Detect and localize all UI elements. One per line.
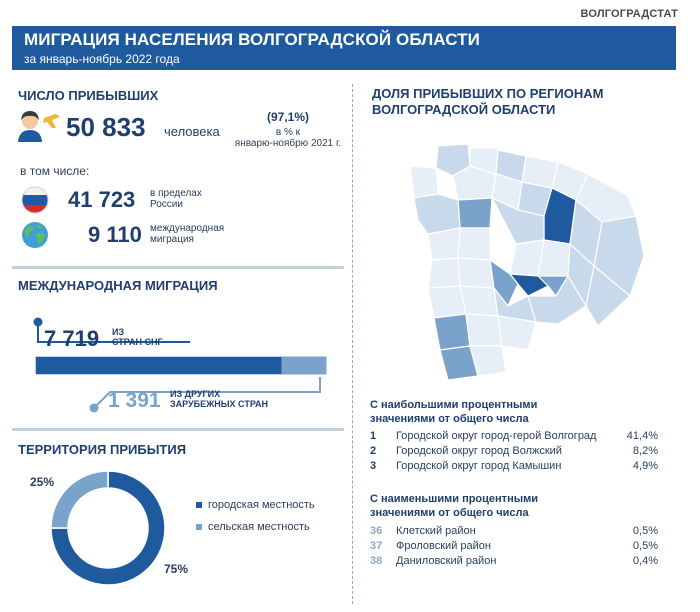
region-share: 41,4% — [626, 430, 658, 442]
other-migration-label-2: ЗАРУБЕЖНЫХ СТРАН — [170, 399, 269, 409]
map-district — [466, 314, 502, 346]
bottom-regions-table — [370, 525, 658, 571]
region-name: Фроловский район — [396, 540, 491, 552]
legend-label-rural: сельская местность — [208, 521, 310, 533]
including-label: в том числе: — [20, 164, 90, 178]
rank: 2 — [370, 445, 377, 457]
map-district — [498, 316, 536, 350]
top-regions-heading-2: значениями от общего числа — [370, 413, 529, 425]
russia-arrivals-label-1: в пределах — [150, 188, 202, 199]
international-heading: МЕЖДУНАРОДНАЯ МИГРАЦИЯ — [18, 278, 218, 293]
other-share-bar — [282, 357, 326, 374]
rank: 37 — [370, 540, 383, 552]
arrivals-percent-note-1: в % к — [275, 127, 301, 138]
intl-arrivals-value: 9 110 — [88, 222, 142, 247]
donut-slice-rural — [51, 471, 108, 528]
globe-icon — [20, 220, 50, 250]
legend-swatch-rural — [196, 524, 202, 530]
map-district — [458, 198, 492, 228]
table-row — [370, 430, 658, 444]
table-row — [370, 525, 658, 539]
column-divider — [352, 84, 353, 604]
russia-arrivals-value: 41 723 — [68, 187, 136, 212]
cis-migration-label-1: ИЗ — [112, 327, 125, 337]
other-migration-value: 1 391 — [108, 389, 161, 412]
arrivals-percent: (97,1%) — [266, 110, 310, 124]
page-title: МИГРАЦИЯ НАСЕЛЕНИЯ ВОЛГОГРАДСКОЙ ОБЛАСТИ — [24, 30, 480, 49]
bottom-regions-heading-2: значениями от общего числа — [370, 507, 529, 519]
table-row — [370, 555, 658, 569]
arrivals-total: 50 833 — [66, 112, 146, 142]
intl-arrivals-label-2: миграция — [150, 234, 194, 245]
top-regions-heading-1: С наибольшими процентными — [370, 399, 538, 411]
region-share: 0,4% — [632, 555, 658, 567]
other-migration-label-1: ИЗ ДРУГИХ — [170, 389, 221, 399]
region-map — [398, 136, 648, 386]
region-name: Даниловский район — [396, 555, 497, 567]
map-district — [410, 166, 438, 198]
regions-heading-1: ДОЛЯ ПРИБЫВШИХ ПО РЕГИОНАМ — [372, 86, 604, 101]
region-share: 0,5% — [632, 525, 658, 537]
intl-arrivals-label-1: международная — [150, 223, 225, 234]
rank: 1 — [370, 430, 377, 442]
map-district — [458, 228, 490, 260]
rank: 36 — [370, 525, 383, 537]
legend-swatch-urban — [196, 502, 202, 508]
region-name: Городской округ город-герой Волгоград — [396, 430, 597, 442]
arrivals-percent-note-2: январю-ноябрю 2021 г. — [234, 138, 342, 149]
territory-heading: ТЕРРИТОРИЯ ПРИБЫТИЯ — [18, 442, 187, 457]
section-divider-2 — [12, 428, 344, 431]
table-row — [370, 445, 658, 459]
donut-label-rural: 25% — [30, 475, 55, 489]
russia-arrivals-label-2: России — [150, 199, 183, 210]
region-share: 4,9% — [632, 460, 658, 472]
regions-heading-2: ВОЛГОГРАДСКОЙ ОБЛАСТИ — [372, 102, 556, 117]
russia-flag-icon — [20, 185, 50, 215]
territory-donut-chart — [30, 468, 200, 600]
map-district — [460, 286, 498, 316]
region-name: Городской округ город Волжский — [396, 445, 562, 457]
map-district — [458, 258, 494, 288]
cis-share-bar — [36, 357, 282, 374]
arrivals-heading: ЧИСЛО ПРИБЫВШИХ — [18, 88, 159, 103]
top-regions-table — [370, 430, 658, 476]
bottom-regions-heading-1: С наименьшими процентными — [370, 493, 539, 505]
legend-label-urban: городская местность — [208, 499, 315, 511]
donut-label-urban: 75% — [164, 562, 189, 576]
organization-label: ВОЛГОГРАДСТАТ — [580, 8, 678, 20]
map-district — [428, 286, 466, 318]
cis-migration-label-2: СТРАН СНГ — [112, 337, 163, 347]
rank: 3 — [370, 460, 377, 472]
section-divider-1 — [12, 266, 344, 269]
map-district — [428, 258, 460, 288]
region-name: Клетский район — [396, 525, 476, 537]
map-district — [434, 314, 470, 350]
rank: 38 — [370, 555, 383, 567]
map-district — [414, 194, 460, 234]
arrivals-unit: человека — [164, 124, 220, 139]
map-district — [428, 228, 460, 260]
page-subtitle: за январь-ноябрь 2022 года — [24, 52, 180, 66]
map-district — [538, 240, 570, 276]
table-row — [370, 540, 658, 554]
title-banner — [12, 26, 676, 70]
region-share: 0,5% — [632, 540, 658, 552]
cis-migration-value: 7 719 — [44, 326, 100, 351]
region-name: Городской округ город Камышин — [396, 460, 562, 472]
person-icon — [16, 108, 64, 144]
region-share: 8,2% — [632, 445, 658, 457]
table-row — [370, 460, 658, 474]
